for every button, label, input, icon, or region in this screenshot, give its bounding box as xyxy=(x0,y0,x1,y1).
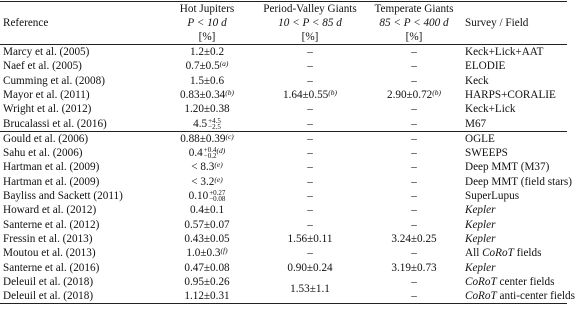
survey-field-cell: CoRoT center fields xyxy=(465,276,555,289)
hot-jupiter-rate-cell: 0.57±0.07 xyxy=(184,218,230,231)
temperate-giant-rate-cell: 3.24±0.25 xyxy=(391,233,437,246)
period-valley-rate-cell: – xyxy=(307,117,313,130)
reference-cell: Brucalassi et al. (2016) xyxy=(3,117,107,130)
header-hot-jupiters-period: P < 10 d xyxy=(187,17,227,29)
hot-jupiter-rate-cell: 1.2±0.2 xyxy=(189,46,225,58)
reference-cell: Naef et al. (2005) xyxy=(3,60,82,73)
hot-jupiter-rate-cell: 1.12±0.31 xyxy=(184,290,230,303)
table-row xyxy=(0,203,567,217)
table-row xyxy=(0,275,567,289)
period-valley-rate-cell: – xyxy=(307,46,313,58)
temperate-giant-rate-cell: – xyxy=(411,247,417,260)
survey-field-cell: Kepler xyxy=(465,204,496,217)
survey-field-cell: Deep MMT (M37) xyxy=(465,161,550,174)
hot-jupiter-rate-cell: < $8.3^{(e)}$ xyxy=(191,160,223,174)
table-row xyxy=(0,117,567,132)
hot-jupiter-rate-cell: 4.5 +4.5 −2.5 xyxy=(193,116,221,131)
period-valley-rate-cell: – xyxy=(307,161,313,174)
table-row xyxy=(0,102,567,116)
period-valley-rate-cell: – xyxy=(307,175,313,188)
survey-field-cell: Keck+Lick+AAT xyxy=(465,46,544,58)
table-row xyxy=(0,45,567,60)
reference-cell: Santerne et al. (2016) xyxy=(3,261,100,274)
temperate-giant-rate-cell: – xyxy=(411,146,417,159)
table-row xyxy=(0,131,567,146)
hot-jupiter-rate-cell: 0.4 +0.4 −0.2 $^{(d)}$ xyxy=(188,145,226,161)
survey-field-cell: SuperLupus xyxy=(465,189,520,202)
header-temperate-giants: Temperate Giants xyxy=(374,3,454,15)
period-valley-rate-cell: – xyxy=(307,189,313,202)
footnote-marker: (a) xyxy=(219,59,229,69)
temperate-giant-rate-cell: 3.19±0.73 xyxy=(391,261,437,274)
table-row xyxy=(0,189,567,203)
table-row xyxy=(0,146,567,160)
footnote-marker: (d) xyxy=(216,145,226,155)
reference-cell: Gould et al. (2006) xyxy=(3,132,89,145)
header-temperate-unit: [%] xyxy=(405,31,423,43)
survey-field-cell: Kepler xyxy=(465,218,496,231)
reference-cell: Fressin et al. (2013) xyxy=(3,233,93,246)
period-valley-rate-cell: 1.56±0.11 xyxy=(287,233,333,246)
period-valley-rate-cell: – xyxy=(307,218,313,231)
temperate-giant-rate-cell: – xyxy=(411,60,417,73)
period-valley-rate-cell: – xyxy=(307,247,313,260)
survey-field-cell: HARPS+CORALIE xyxy=(465,88,556,101)
header-period-valley-unit: [%] xyxy=(301,31,319,43)
table-row xyxy=(0,88,567,102)
table-row xyxy=(0,174,567,188)
temperate-giant-rate-cell: $2.90\pm 0.72^{(b)}$ xyxy=(386,87,442,101)
reference-cell: Santerne et al. (2012) xyxy=(3,218,100,231)
survey-field-cell: M67 xyxy=(465,117,487,130)
reference-cell: Mayor et al. (2011) xyxy=(3,88,90,101)
survey-field-cell: Kepler xyxy=(465,261,496,274)
survey-field-cell: CoRoT anti-center fields xyxy=(465,290,575,303)
table-row xyxy=(0,232,567,246)
asymmetric-error: +4.5 −2.5 xyxy=(208,116,221,131)
temperate-giant-rate-cell: – xyxy=(411,276,417,289)
hot-jupiter-rate-cell: 1.5±0.6 xyxy=(189,74,225,87)
temperate-giant-rate-cell: – xyxy=(411,290,417,303)
hot-jupiter-rate-cell: 0.4±0.1 xyxy=(189,204,225,217)
period-valley-rate-cell: – xyxy=(307,74,313,87)
period-valley-rate-cell: – xyxy=(307,103,313,116)
table-row xyxy=(0,59,567,73)
header-hot-jupiters-unit: [%] xyxy=(198,31,216,43)
hot-jupiter-rate-cell: < $3.2^{(e)}$ xyxy=(191,174,223,188)
header-period-valley-period: 10 < P < 85 d xyxy=(278,17,342,29)
reference-cell: Cumming et al. (2008) xyxy=(3,74,105,87)
period-valley-rate-cell: – xyxy=(307,204,313,217)
period-valley-rate-cell: 0.90±0.24 xyxy=(287,261,333,274)
footnote-marker: (b) xyxy=(432,87,442,97)
hot-jupiter-rate-cell: 0.95±0.26 xyxy=(184,276,230,289)
table-row xyxy=(0,160,567,174)
period-valley-rate-cell: – xyxy=(307,132,313,145)
footnote-marker: (e) xyxy=(214,174,223,184)
temperate-giant-rate-cell: – xyxy=(411,204,417,217)
survey-field-cell: Kepler xyxy=(465,233,496,246)
header-hot-jupiters: Hot Jupiters xyxy=(179,3,235,15)
reference-cell: Sahu et al. (2006) xyxy=(3,146,83,159)
temperate-giant-rate-cell: – xyxy=(411,175,417,188)
temperate-giant-rate-cell: – xyxy=(411,74,417,87)
occurrence-rate-table xyxy=(0,1,575,304)
reference-cell: Marcy et al. (2005) xyxy=(3,46,90,58)
table-row xyxy=(0,246,567,260)
asymmetric-error: +0.4 −0.2 xyxy=(203,146,217,161)
period-valley-rate-cell: $1.64\pm 0.55^{(b)}$ xyxy=(282,87,338,101)
footnote-marker: (b) xyxy=(328,87,338,97)
temperate-giant-rate-cell: – xyxy=(411,117,417,130)
temperate-giant-rate-cell: – xyxy=(411,103,417,116)
temperate-giant-rate-cell: – xyxy=(411,161,417,174)
survey-field-cell: SWEEPS xyxy=(465,146,508,159)
header-reference: Reference xyxy=(3,17,49,29)
header-survey-field: Survey / Field xyxy=(465,17,529,29)
table-header xyxy=(0,2,567,45)
footnote-marker: (f) xyxy=(220,246,228,256)
period-valley-rate-cell: – xyxy=(307,146,313,159)
period-valley-rate-cell: – xyxy=(307,60,313,73)
hot-jupiter-rate-cell: 0.43±0.05 xyxy=(184,233,230,246)
temperate-giant-rate-cell: – xyxy=(411,46,417,58)
survey-field-cell: Keck xyxy=(465,74,489,87)
hot-jupiter-rate-cell: $0.7\pm 0.5^{(a)}$ xyxy=(185,59,229,73)
survey-field-cell: ELODIE xyxy=(465,60,506,73)
reference-cell: Wright et al. (2012) xyxy=(3,103,92,116)
survey-field-cell: Keck+Lick xyxy=(465,103,516,116)
period-valley-rate-cell: 1.53±1.1 xyxy=(290,283,330,296)
hot-jupiter-rate-cell: 0.10 +0.27 −0.08 xyxy=(188,189,226,204)
reference-cell: Hartman et al. (2009) xyxy=(3,175,100,188)
reference-cell: Deleuil et al. (2018) xyxy=(3,290,94,303)
survey-field-cell: OGLE xyxy=(465,132,495,145)
reference-cell: Deleuil et al. (2018) xyxy=(3,276,94,289)
footnote-marker: (e) xyxy=(214,160,223,170)
table-row xyxy=(0,218,567,232)
hot-jupiter-rate-cell: $1.0\pm 0.3^{(f)}$ xyxy=(186,246,228,260)
reference-cell: Moutou et al. (2013) xyxy=(3,247,96,260)
table-row xyxy=(0,261,567,275)
hot-jupiter-rate-cell: $0.88\pm 0.39^{(c)}$ xyxy=(180,131,234,145)
reference-cell: Howard et al. (2012) xyxy=(3,204,97,217)
temperate-giant-rate-cell: – xyxy=(411,218,417,231)
temperate-giant-rate-cell: – xyxy=(411,189,417,202)
header-period-valley-giants: Period-Valley Giants xyxy=(263,3,357,15)
table-row xyxy=(0,73,567,87)
footnote-marker: (c) xyxy=(225,131,234,141)
survey-field-cell: Deep MMT (field stars) xyxy=(465,175,572,188)
table-body xyxy=(0,45,575,304)
reference-cell: Hartman et al. (2009) xyxy=(3,161,100,174)
reference-cell: Bayliss and Sackett (2011) xyxy=(3,189,123,202)
hot-jupiter-rate-cell: 1.20±0.38 xyxy=(184,103,230,116)
survey-field-cell: All CoRoT fields xyxy=(465,247,542,260)
hot-jupiter-rate-cell: 0.47±0.08 xyxy=(184,261,230,274)
footnote-marker: (b) xyxy=(225,87,235,97)
asymmetric-error: +0.27 −0.08 xyxy=(209,189,226,204)
temperate-giant-rate-cell: – xyxy=(411,132,417,145)
hot-jupiter-rate-cell: $0.83\pm 0.34^{(b)}$ xyxy=(179,87,235,101)
header-temperate-period: 85 < P < 400 d xyxy=(379,17,449,29)
